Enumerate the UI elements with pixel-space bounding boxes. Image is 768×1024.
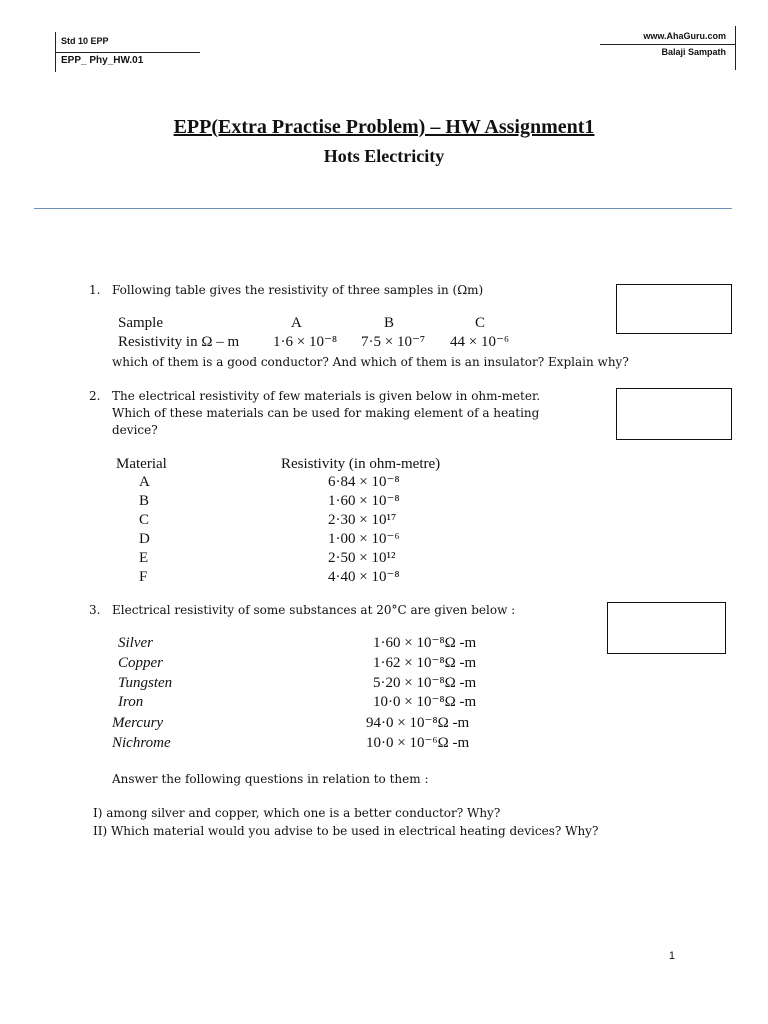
question-2-answer-box[interactable] (616, 388, 732, 440)
q3-material: Nichrome (112, 735, 171, 751)
q2-col-resistivity: Resistivity (in ohm-metre) (281, 456, 441, 472)
q3-material: Iron (118, 694, 144, 710)
q2-resistivity: 1·00 × 10⁻⁶ (328, 531, 400, 547)
question-3-number: 3. (89, 603, 101, 617)
q2-resistivity: 1·60 × 10⁻⁸ (328, 493, 400, 509)
page-title: EPP(Extra Practise Problem) – HW Assignment1 (173, 116, 595, 138)
q1-value-b: 7·5 × 10⁻⁷ (361, 334, 426, 350)
q1-col-sample: Sample (118, 315, 163, 331)
q1-col-a: A (291, 315, 302, 331)
question-2-line-2: Which of these materials can be used for making element of a heating (112, 406, 540, 420)
q3-material: Tungsten (118, 675, 173, 691)
header-right-horizontal-rule (600, 44, 736, 45)
question-1-answer-box[interactable] (616, 284, 732, 334)
q3-resistivity: 1·62 × 10⁻⁸Ω -m (373, 655, 477, 671)
question-2-line-3: device? (112, 423, 158, 437)
question-3-text: Electrical resistivity of some substances at 20°C are given below : (112, 603, 516, 617)
q3-resistivity: 1·60 × 10⁻⁸Ω -m (373, 635, 477, 651)
q2-resistivity: 6·84 × 10⁻⁸ (328, 474, 400, 490)
q3-material: Silver (118, 635, 153, 651)
header-right-vertical-rule (735, 26, 736, 70)
question-1-text: Following table gives the resistivity of three samples in (Ωm) (112, 283, 484, 297)
question-3-answer-box[interactable] (607, 602, 726, 654)
q2-material: F (139, 569, 148, 585)
q3-material: Mercury (112, 715, 164, 731)
q2-material: B (139, 493, 150, 509)
q1-col-c: C (475, 315, 486, 331)
q2-resistivity: 2·30 × 10¹⁷ (328, 512, 397, 528)
q1-col-b: B (384, 315, 395, 331)
q2-col-material: Material (116, 456, 167, 472)
question-3-sub-2: II) Which material would you advise to be used in electrical heating devices? Why? (93, 824, 599, 838)
q2-material: E (139, 550, 149, 566)
q2-resistivity: 2·50 × 10¹² (328, 550, 396, 566)
q2-resistivity: 4·40 × 10⁻⁸ (328, 569, 400, 585)
q1-value-a: 1·6 × 10⁻⁸ (273, 334, 338, 350)
page-number: 1 (668, 950, 675, 962)
page-subtitle: Hots Electricity (323, 146, 445, 166)
q3-resistivity: 94·0 × 10⁻⁸Ω -m (366, 715, 470, 731)
q3-resistivity: 10·0 × 10⁻⁶Ω -m (366, 735, 470, 751)
question-2-number: 2. (89, 389, 101, 403)
q3-resistivity: 5·20 × 10⁻⁸Ω -m (373, 675, 477, 691)
title-divider (34, 208, 732, 209)
website-link[interactable]: www.AhaGuru.com (643, 31, 726, 41)
assignment-code: EPP_ Phy_HW.01 (61, 55, 144, 66)
header-left-block (55, 32, 200, 72)
header-right-block (600, 26, 736, 70)
author-name: Balaji Sampath (661, 47, 726, 57)
q3-resistivity: 10·0 × 10⁻⁸Ω -m (373, 694, 477, 710)
question-2-line-1: The electrical resistivity of few materials is given below in ohm-meter. (112, 389, 541, 403)
q1-value-c: 44 × 10⁻⁶ (450, 334, 510, 350)
question-3-answer-intro: Answer the following questions in relation to them : (112, 772, 429, 786)
question-1-number: 1. (89, 283, 101, 297)
q1-row-label: Resistivity in Ω – m (118, 334, 240, 350)
class-label: Std 10 EPP (61, 36, 109, 46)
question-1-prompt: which of them is a good conductor? And which of them is an insulator? Explain why? (112, 355, 629, 369)
header-left-horizontal-rule (55, 52, 200, 53)
q2-material: C (139, 512, 150, 528)
question-3-sub-1: I) among silver and copper, which one is a better conductor? Why? (93, 806, 501, 820)
q2-material: D (139, 531, 150, 547)
q2-material: A (139, 474, 150, 490)
q3-material: Copper (118, 655, 163, 671)
